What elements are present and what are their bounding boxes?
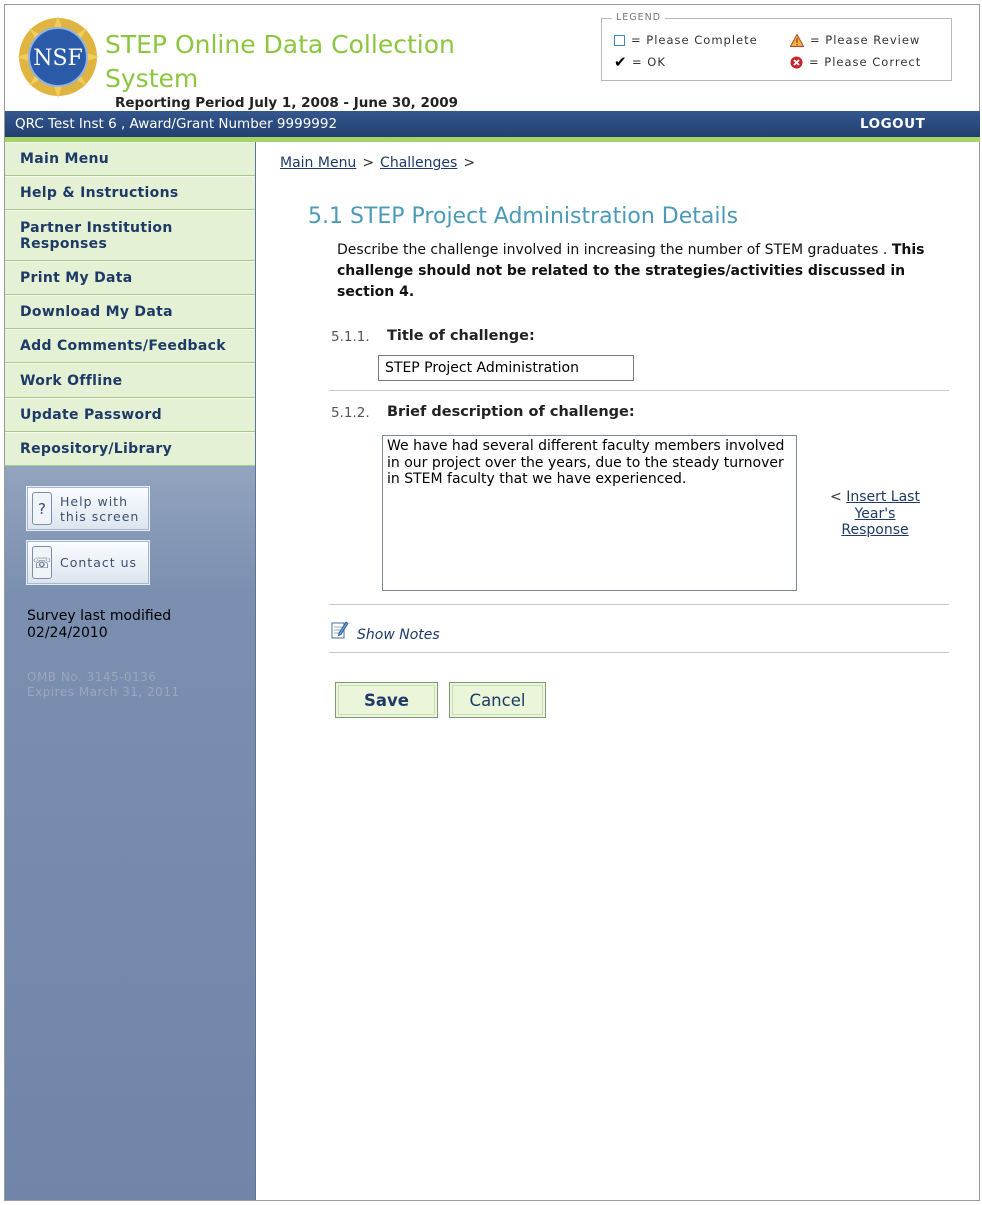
- sidebar-item-update-password[interactable]: Update Password: [5, 398, 255, 432]
- sidebar-item-partner-institution-responses[interactable]: Partner Institution Responses: [5, 210, 255, 261]
- question-label: Brief description of challenge:: [387, 404, 635, 420]
- sidebar-nav: [5, 142, 255, 466]
- divider: [329, 604, 949, 605]
- show-notes-toggle[interactable]: Show Notes: [331, 617, 440, 643]
- breadcrumb-separator: >: [362, 155, 375, 171]
- institution-info: QRC Test Inst 6 , Award/Grant Number 9999992: [15, 116, 338, 132]
- sidebar-item-repository-library[interactable]: Repository/Library: [5, 432, 255, 466]
- challenge-description-textarea[interactable]: [382, 435, 797, 591]
- legend-please-correct: = Please Correct: [790, 55, 921, 69]
- divider: [329, 652, 949, 653]
- error-icon: [790, 56, 803, 69]
- warning-icon: [790, 34, 804, 47]
- legend-title: LEGEND: [612, 12, 665, 23]
- insert-last-year-response: < Insert Last Year's Response: [830, 489, 920, 538]
- info-bar: [5, 111, 980, 137]
- sidebar-item-help-instructions[interactable]: Help & Instructions: [5, 176, 255, 210]
- breadcrumb-main-menu[interactable]: Main Menu: [280, 155, 357, 171]
- sidebar-item-main-menu[interactable]: Main Menu: [5, 142, 255, 176]
- help-screen-button[interactable]: ? Help with this screen: [27, 487, 149, 530]
- contact-us-button[interactable]: ☏ Contact us: [27, 541, 149, 584]
- cancel-button[interactable]: Cancel: [449, 682, 546, 718]
- page-title: 5.1 STEP Project Administration Details: [308, 204, 739, 229]
- svg-text:NSF: NSF: [33, 46, 83, 71]
- omb-info: OMB No. 3145-0136 Expires March 31, 2011: [27, 670, 180, 699]
- insert-last-year-link[interactable]: Insert Last Year's Response: [841, 489, 920, 538]
- legend: [601, 12, 952, 81]
- empty-box-icon: [614, 35, 625, 46]
- app-title: STEP Online Data Collection System: [105, 30, 455, 93]
- sidebar-item-print-my-data[interactable]: Print My Data: [5, 261, 255, 295]
- checkmark-icon: ✔: [614, 53, 628, 71]
- phone-icon: ☏: [32, 546, 52, 579]
- nsf-logo: [17, 16, 99, 98]
- breadcrumb-separator: >: [463, 155, 476, 171]
- challenge-title-input[interactable]: [378, 355, 634, 381]
- survey-last-modified: Survey last modified 02/24/2010: [27, 608, 172, 641]
- reporting-period: Reporting Period July 1, 2008 - June 30, 2009: [115, 95, 459, 111]
- breadcrumb-challenges[interactable]: Challenges: [380, 155, 458, 171]
- question-label: Title of challenge:: [387, 328, 535, 344]
- divider: [329, 390, 949, 391]
- legend-ok: ✔ = OK: [614, 53, 666, 71]
- instructions-text: Describe the challenge involved in increasing the number of STEM graduates . This challenge should not be related to the strategies/activities discussed in section 4.: [337, 242, 925, 300]
- sidebar: [5, 142, 256, 1200]
- legend-please-complete: = Please Complete: [614, 33, 758, 47]
- save-button[interactable]: Save: [335, 682, 438, 718]
- sidebar-item-work-offline[interactable]: Work Offline: [5, 363, 255, 398]
- legend-please-review: = Please Review: [790, 33, 920, 47]
- note-edit-icon: [331, 620, 349, 640]
- logout-button[interactable]: LOGOUT: [860, 116, 926, 132]
- sidebar-item-add-comments-feedback[interactable]: Add Comments/Feedback: [5, 329, 255, 363]
- question-icon: ?: [32, 492, 52, 525]
- question-number: 5.1.1.: [331, 329, 370, 345]
- sidebar-item-download-my-data[interactable]: Download My Data: [5, 295, 255, 329]
- breadcrumb: [280, 155, 481, 171]
- question-number: 5.1.2.: [331, 405, 370, 421]
